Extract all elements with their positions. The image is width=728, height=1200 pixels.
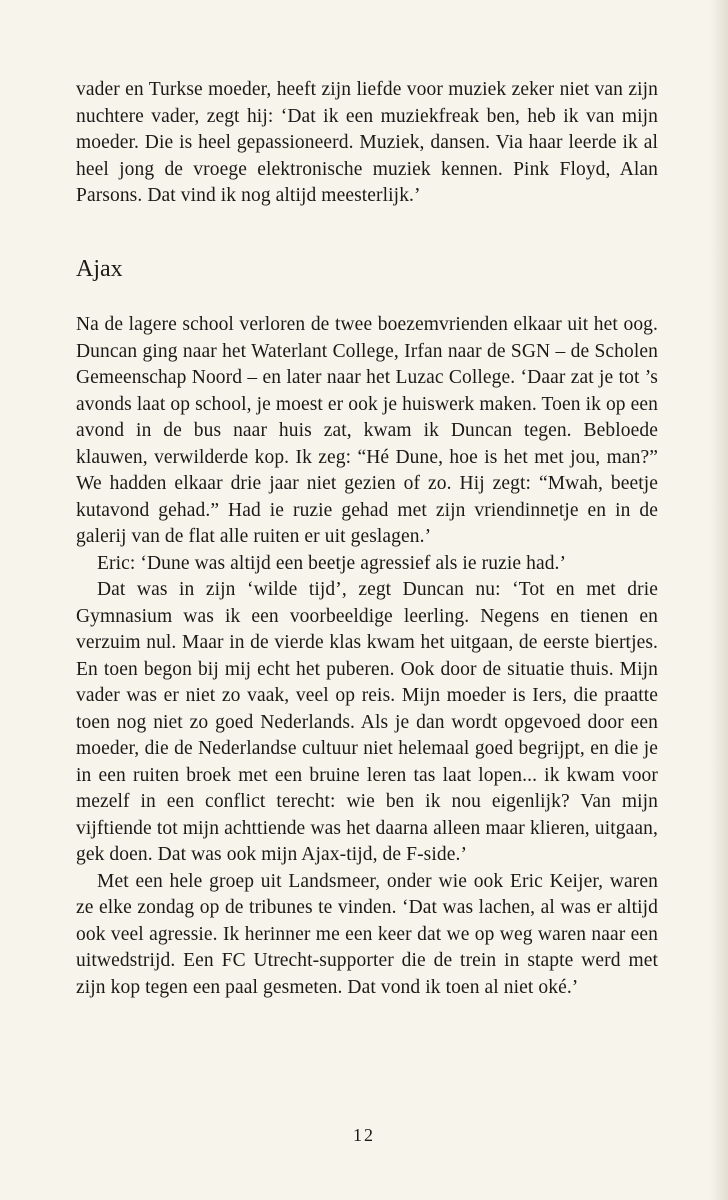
- page-edge-shadow: [710, 0, 728, 1200]
- paragraph-4: Met een hele groep uit Landsmeer, onder wie ook Eric Keijer, waren ze elke zondag op de tribunes te vinden. ‘Dat was lachen, al was er altijd ook veel agressie. Ik herinner me een keer dat we op weg waren naar een uitwedstrijd. Een FC Utrecht-supporter die de trein in stapte werd met zijn kop tegen een paal gesmeten. Dat vond ik toen al niet oké.’: [76, 870, 658, 998]
- section-body: [76, 312, 658, 1001]
- paragraph-3: Dat was in zijn ‘wilde tijd’, zegt Duncan nu: ‘Tot en met drie Gymnasium was ik een voorbeeldige leerling. Negens en tienen en verzuim nul. Maar in de vierde klas kwam het uitgaan, de eerste biertjes. En toen begon bij mij echt het puberen. Ook door de situatie thuis. Mijn vader was er niet zo vaak, veel op reis. Mijn moeder is Iers, die praatte toen nog niet zo goed Nederlands. Als je dan wordt opgevoed door een moeder, die de Nederlandse cultuur niet helemaal goed begrijpt, en die je in een ruiten broek met een bruine leren tas laat lopen... ik kwam voor mezelf in een conflict terecht: wie ben ik nou eigenlijk? Van mijn vijftiende tot mijn achttiende was het daarna alleen maar klieren, uitgaan, gek doen. Dat was ook mijn Ajax-tijd, de F-side.’: [76, 579, 658, 865]
- section-heading: Ajax: [76, 256, 123, 282]
- paragraph-1: Na de lagere school verloren de twee boezemvrienden elkaar uit het oog. Duncan ging naar het Waterlant College, Irfan naar de SGN – de Scholen Gemeenschap Noord – en later naar het Luzac College. ‘Daar zat je tot ’s avonds laat op school, je moest er ook je huiswerk maken. Toen ik op een avond in de bus naar huis zat, kwam ik Duncan tegen. Bebloede klauwen, verwilderde kop. Ik zeg: “Hé Dune, hoe is het met jou, man?” We hadden elkaar drie jaar niet gezien of zo. Hij zegt: “Mwah, beetje kutavond gehad.” Had ie ruzie gehad met zijn vriendinnetje en in de galerij van de flat alle ruiten er uit geslagen.’: [76, 314, 658, 547]
- opening-paragraph: vader en Turkse moeder, heeft zijn liefde voor muziek zeker niet van zijn nuchtere vader, zegt hij: ‘Dat ik een muziekfreak ben, heb ik van mijn moeder. Die is heel gepassioneerd. Muziek, dansen. Via haar leerde ik al heel jong de vroege elektronische muziek kennen. Pink Floyd, Alan Parsons. Dat vind ik nog altijd meesterlijk.’: [76, 79, 658, 206]
- page-number: 12: [353, 1125, 375, 1145]
- opening-text-block: [76, 77, 658, 210]
- paragraph-2: Eric: ‘Dune was altijd een beetje agressief als ie ruzie had.’: [97, 552, 567, 574]
